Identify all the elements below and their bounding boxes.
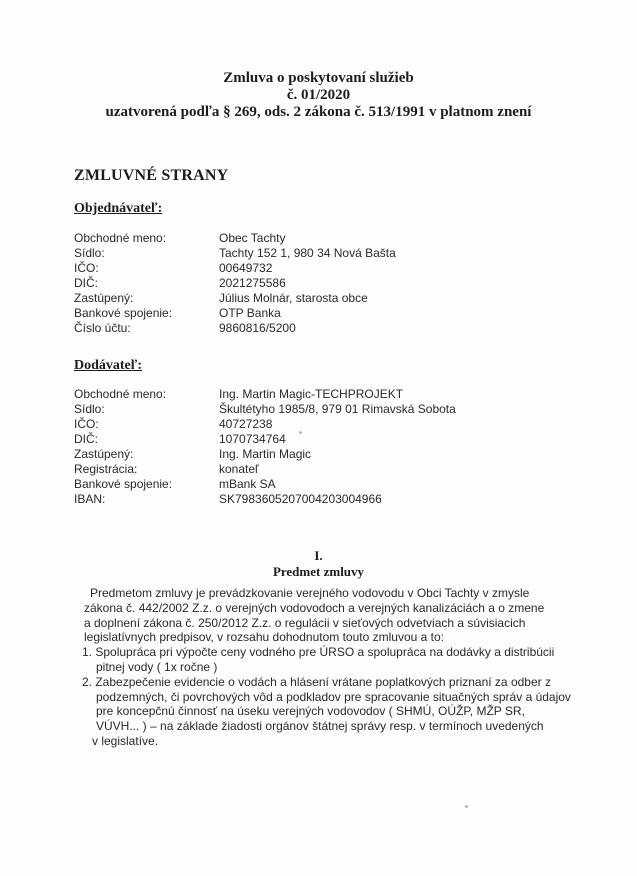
- row-label: IBAN:: [74, 492, 106, 506]
- row-value: Ing. Martin Magic-TECHPROJEKT: [219, 387, 404, 401]
- row-label: DIČ:: [74, 432, 98, 446]
- row-value: OTP Banka: [219, 306, 281, 320]
- body-line: Predmetom zmluvy je prevádzkovanie verejného vodovodu v Obci Tachty v zmysle: [90, 586, 530, 600]
- parties-heading: ZMLUVNÉ STRANY: [74, 167, 229, 184]
- row-value: Július Molnár, starosta obce: [219, 291, 368, 305]
- row-value: 40727238: [219, 417, 273, 431]
- article-body: [82, 586, 571, 749]
- row-value: Tachty 152 1, 980 34 Nová Bašta: [219, 246, 396, 260]
- row-label: Bankové spojenie:: [74, 477, 173, 491]
- row-label: Obchodné meno:: [74, 387, 167, 401]
- body-line: v legislatíve.: [92, 733, 159, 748]
- article-number: I.: [314, 548, 323, 563]
- document-subtitle: uzatvorená podľa § 269, ods. 2 zákona č. 513/1991 v platnom znení: [105, 104, 532, 120]
- supplier-label: Dodávateľ:: [74, 358, 142, 373]
- body-line: VÚVH... ) – na základe žiadosti orgánov štátnej správy resp. v termínoch uvedených: [96, 719, 544, 734]
- document-title: Zmluva o poskytovaní služieb: [223, 70, 414, 86]
- row-value: 1070734764: [219, 432, 286, 446]
- row-label: Číslo účtu:: [74, 321, 131, 335]
- row-value: 2021275586: [219, 276, 286, 290]
- row-value: mBank SA: [219, 477, 276, 491]
- row-value: Škultétyho 1985/8, 979 01 Rimavská Sobota: [219, 402, 456, 416]
- row-label: Sídlo:: [74, 246, 105, 260]
- row-value: Obec Tachty: [219, 231, 286, 245]
- row-label: Obchodné meno:: [74, 231, 167, 245]
- article-title: Predmet zmluvy: [272, 564, 365, 579]
- row-label: Registrácia:: [74, 462, 138, 476]
- scan-speck: [299, 431, 302, 434]
- scan-speck: [465, 805, 468, 808]
- row-label: Sídlo:: [74, 402, 105, 416]
- document-title-block: [0, 70, 637, 121]
- body-line: a doplnení zákona č. 250/2012 Z.z. o regulácii v sieťových odvetviach a súvisiacich: [84, 615, 526, 630]
- contract-number: č. 01/2020: [286, 87, 351, 103]
- body-line: legislatívnych predpisov, v rozsahu dohodnutom touto zmluvou a to:: [84, 630, 444, 645]
- row-label: Zastúpený:: [74, 291, 134, 305]
- body-line: pre koncepčnú činnosť na úseku verejných vodovodov ( SHMÚ, OÚŽP, MŽP SR,: [96, 704, 525, 719]
- row-value: SK7983605207004203004966: [219, 492, 382, 506]
- row-label: Zastúpený:: [74, 447, 134, 461]
- row-label: DIČ:: [74, 276, 98, 290]
- body-line: pitnej vody ( 1x ročne ): [96, 659, 218, 674]
- row-label: IČO:: [74, 261, 99, 275]
- row-label: IČO:: [74, 417, 99, 431]
- body-line: zákona č. 442/2002 Z.z. o verejných vodovodoch a verejných kanalizáciách a o zmene: [84, 600, 545, 615]
- row-value: Ing. Martin Magic: [219, 447, 312, 461]
- row-value: 9860816/5200: [219, 321, 296, 335]
- client-label: Objednávateľ:: [74, 201, 163, 216]
- body-line: 1. Spolupráca pri výpočte ceny vodného pre ÚRSO a spolupráca na dodávky a distribúcii: [82, 645, 555, 660]
- row-value: 00649732: [219, 261, 273, 275]
- row-value: konateľ: [219, 462, 259, 476]
- row-label: Bankové spojenie:: [74, 306, 173, 320]
- body-line: podzemných, či povrchových vôd a podkladov pre spracovanie situačných správ a údajov: [96, 689, 571, 704]
- body-line: 2. Zabezpečenie evidencie o vodách a hlásení vrátane poplatkových priznaní za odber z: [82, 674, 551, 689]
